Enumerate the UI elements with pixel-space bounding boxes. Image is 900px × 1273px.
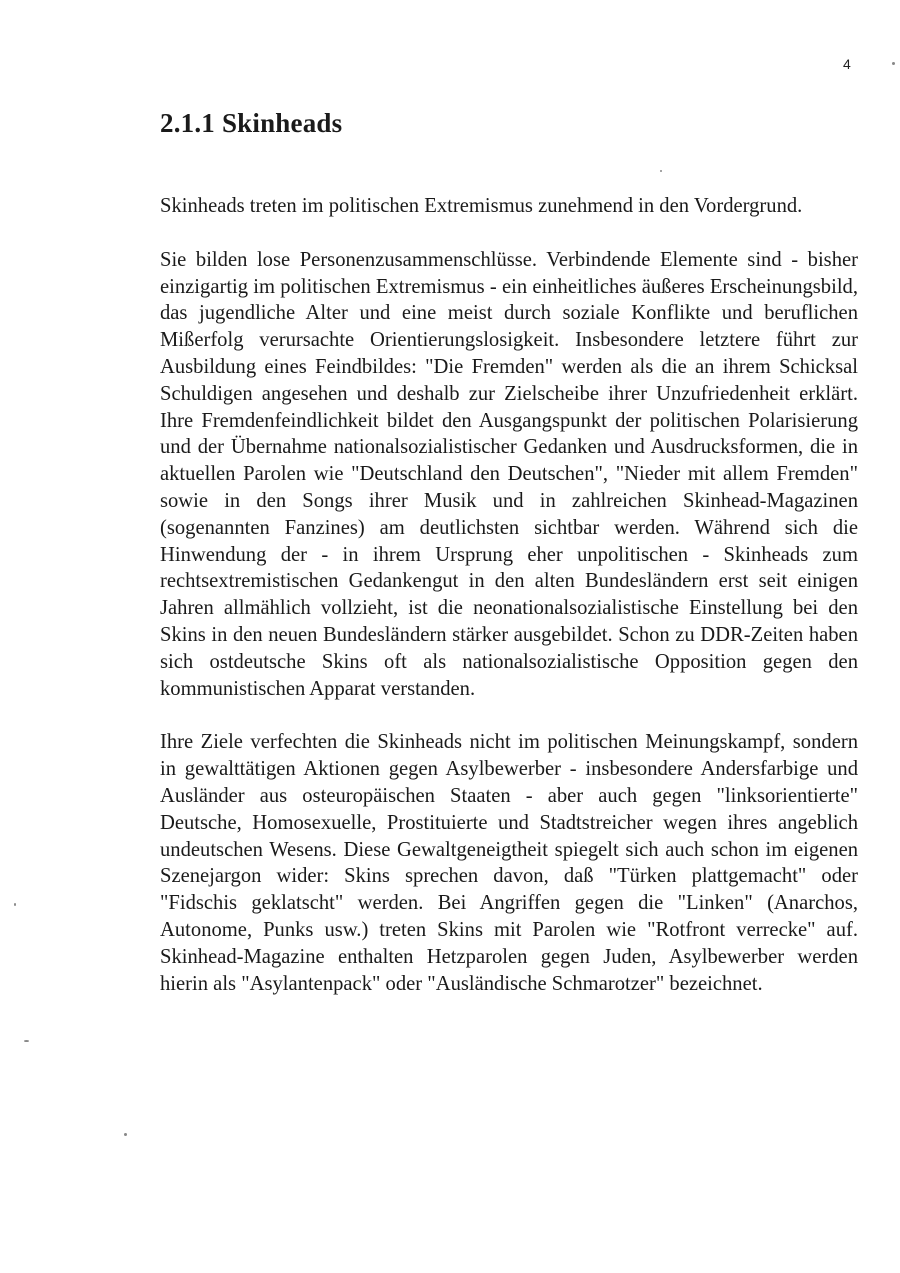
page-number: 4 — [843, 56, 851, 72]
scan-speck — [14, 903, 16, 906]
scan-speck — [660, 170, 662, 172]
paragraph-characteristics: Sie bilden lose Personenzusammenschlüsse. Verbindende Elemente sind - bisher einzigartig im politischen Extremismus - ein einheitliches äußeres Erscheinungsbild, das jugendliche Alter und eine meist durch soziale Konflikte und beruflichen Mißerfolg verursachte Orientierungslosigkeit. Insbesondere letztere führt zur Ausbildung eines Feindbildes: "Die Fremden" werden als die an ihrem Schicksal Schuldigen angesehen und deshalb zur Zielscheibe ihrer Unzufriedenheit erklärt. Ihre Fremdenfeindlichkeit bildet den Ausgangspunkt der politischen Polarisierung und der Übernahme nationalsozialistischer Gedanken und Ausdrucksformen, die in aktuellen Parolen wie "Deutschland den Deutschen", "Nieder mit allem Fremden" sowie in den Songs ihrer Musik und in zahlreichen Skinhead-Magazinen (sogenannten Fanzines) am deutlichsten sichtbar werden. Während sich die Hinwendung der - in ihrem Ursprung eher unpolitischen - Skinheads zum rechtsextremistischen Gedankengut in den alten Bundesländern erst seit einigen Jahren allmählich vollzieht, ist die neonationalsozialistische Einstellung bei den Skins in den neuen Bundesländern stärker ausgebildet. Schon zu DDR-Zeiten haben sich ostdeutsche Skins oft als nationalsozialistische Opposition gegen den kommunistischen Apparat verstanden. — [160, 248, 858, 700]
scan-speck — [24, 1040, 29, 1042]
scan-speck — [124, 1133, 127, 1136]
scan-speck — [892, 62, 895, 65]
section-heading: 2.1.1 Skinheads — [160, 108, 343, 138]
paragraph-violence: Ihre Ziele verfechten die Skinheads nicht im politischen Meinungskampf, sondern in gewalttätigen Aktionen gegen Asylbewerber - insbesondere Andersfarbige und Ausländer aus osteuropäischen Staaten - aber auch gegen "linksorientierte" Deutsche, Homosexuelle, Prostituierte und Stadtstreicher wegen ihres angeblich undeutschen Wesens. Diese Gewaltgeneigtheit spiegelt sich auch schon im eigenen Szenejargon wider: Skins sprechen davon, daß "Türken plattgemacht" oder "Fidschis geklatscht" werden. Bei Angriffen gegen die "Linken" (Anarchos, Autonome, Punks usw.) treten Skins mit Parolen wie "Rotfront verrecke" auf. Skinhead-Magazine enthalten Hetzparolen gegen Juden, Asylbewerber werden hierin als "Asylantenpack" oder "Ausländische Schmarotzer" bezeichnet. — [160, 731, 858, 995]
paragraph-intro: Skinheads treten im politischen Extremismus zunehmend in den Vordergrund. — [160, 195, 803, 217]
body-text — [160, 193, 858, 1023]
